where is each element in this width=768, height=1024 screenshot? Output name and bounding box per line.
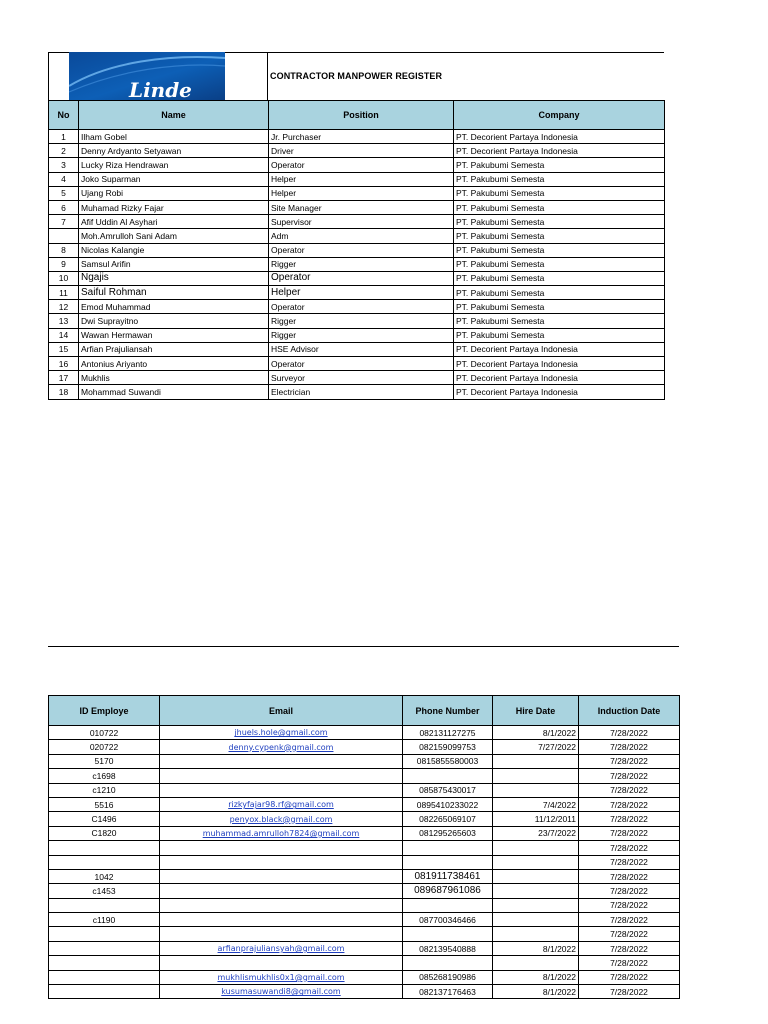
row-position: Operator xyxy=(269,300,454,314)
row-position: Electrician xyxy=(269,385,454,399)
row-position: Supervisor xyxy=(269,215,454,229)
row-phone: 082139540888 xyxy=(403,941,493,955)
row-email-cell xyxy=(160,769,403,783)
row-no: 5 xyxy=(49,186,79,200)
row-hire-date: 7/4/2022 xyxy=(493,797,579,811)
row-phone: 082137176463 xyxy=(403,985,493,999)
email-link[interactable]: denny.cypenk@gmail.com xyxy=(228,742,334,752)
row-email-cell xyxy=(160,869,403,883)
logo-cell xyxy=(48,52,268,100)
row-company: PT. Pakubumi Semesta xyxy=(454,172,665,186)
email-link[interactable]: muhammad.amrulloh7824@gmail.com xyxy=(202,828,360,838)
table-row xyxy=(49,985,680,999)
row-position: Rigger xyxy=(269,314,454,328)
col-header-phone: Phone Number xyxy=(403,696,493,726)
table-row xyxy=(49,144,665,158)
table-row xyxy=(49,941,680,955)
row-name: Muhamad Rizky Fajar xyxy=(79,200,269,214)
col-header-id: ID Employe xyxy=(49,696,160,726)
email-link[interactable]: rizkyfajar98.rf@gmail.com xyxy=(228,800,334,810)
row-no: 6 xyxy=(49,200,79,214)
row-hire-date xyxy=(493,869,579,883)
row-hire-date: 7/27/2022 xyxy=(493,740,579,754)
row-name: Ngajis xyxy=(79,271,269,285)
row-email-cell xyxy=(160,726,403,740)
email-link[interactable]: penyox.black@gmail.com xyxy=(229,814,333,824)
row-no: 12 xyxy=(49,300,79,314)
table-row xyxy=(49,286,665,300)
row-name: Ujang Robi xyxy=(79,186,269,200)
table-row xyxy=(49,855,680,869)
row-company: PT. Pakubumi Semesta xyxy=(454,328,665,342)
table-row xyxy=(49,826,680,840)
table-row xyxy=(49,215,665,229)
row-company: PT. Pakubumi Semesta xyxy=(454,215,665,229)
row-company: PT. Pakubumi Semesta xyxy=(454,243,665,257)
section-divider xyxy=(48,646,679,647)
row-no: 11 xyxy=(49,286,79,300)
row-name: Antonius Ariyanto xyxy=(79,357,269,371)
row-id: c1190 xyxy=(49,913,160,927)
row-email-cell xyxy=(160,783,403,797)
row-email-cell xyxy=(160,985,403,999)
row-no: 7 xyxy=(49,215,79,229)
staff-header-row xyxy=(49,101,665,130)
row-hire-date: 8/1/2022 xyxy=(493,941,579,955)
row-position: Site Manager xyxy=(269,200,454,214)
row-email-cell xyxy=(160,841,403,855)
row-phone: 0815855580003 xyxy=(403,754,493,768)
row-position: Helper xyxy=(269,186,454,200)
email-link[interactable]: mukhlismukhlis0x1@gmail.com xyxy=(217,972,345,982)
register-header xyxy=(48,52,664,100)
row-induction-date: 7/28/2022 xyxy=(579,812,680,826)
col-header-position: Position xyxy=(269,101,454,130)
row-phone: 085875430017 xyxy=(403,783,493,797)
row-induction-date: 7/28/2022 xyxy=(579,769,680,783)
table-row xyxy=(49,357,665,371)
row-name: Mohammad Suwandi xyxy=(79,385,269,399)
row-name: Samsul Arifin xyxy=(79,257,269,271)
row-company: PT. Decorient Partaya Indonesia xyxy=(454,130,665,144)
row-no: 16 xyxy=(49,357,79,371)
table-row xyxy=(49,812,680,826)
row-id: 1042 xyxy=(49,869,160,883)
row-no: 2 xyxy=(49,144,79,158)
row-name: Mukhlis xyxy=(79,371,269,385)
row-name: Emod Muhammad xyxy=(79,300,269,314)
row-hire-date: 8/1/2022 xyxy=(493,970,579,984)
row-position: Surveyor xyxy=(269,371,454,385)
email-link[interactable]: arfianprajuliansyah@gmail.com xyxy=(217,944,345,954)
row-induction-date: 7/28/2022 xyxy=(579,927,680,941)
row-company: PT. Pakubumi Semesta xyxy=(454,286,665,300)
table-row xyxy=(49,371,665,385)
table-row xyxy=(49,769,680,783)
col-header-hire-date: Hire Date xyxy=(493,696,579,726)
row-hire-date xyxy=(493,884,579,898)
row-phone: 081295265603 xyxy=(403,826,493,840)
row-induction-date: 7/28/2022 xyxy=(579,855,680,869)
table-row xyxy=(49,314,665,328)
table-row xyxy=(49,257,665,271)
row-name: Arfian Prajuliansah xyxy=(79,342,269,356)
row-email-cell xyxy=(160,941,403,955)
row-induction-date: 7/28/2022 xyxy=(579,841,680,855)
logo-wordmark: Linde xyxy=(129,78,192,100)
row-email-cell xyxy=(160,970,403,984)
row-email-cell xyxy=(160,826,403,840)
row-id xyxy=(49,985,160,999)
row-phone xyxy=(403,898,493,912)
row-phone: 089687961086 xyxy=(403,884,493,898)
row-email-cell xyxy=(160,797,403,811)
detail-table-body xyxy=(49,726,680,999)
row-phone xyxy=(403,855,493,869)
detail-header-row xyxy=(49,696,680,726)
row-position: Helper xyxy=(269,172,454,186)
row-phone: 082265069107 xyxy=(403,812,493,826)
row-id: 020722 xyxy=(49,740,160,754)
row-induction-date: 7/28/2022 xyxy=(579,970,680,984)
row-phone xyxy=(403,927,493,941)
row-no: 13 xyxy=(49,314,79,328)
linde-logo-graphic xyxy=(69,52,225,100)
table-row xyxy=(49,754,680,768)
table-row xyxy=(49,158,665,172)
row-email-cell xyxy=(160,913,403,927)
table-row xyxy=(49,130,665,144)
row-hire-date: 8/1/2022 xyxy=(493,985,579,999)
row-no: 1 xyxy=(49,130,79,144)
row-id: C1496 xyxy=(49,812,160,826)
row-position: Driver xyxy=(269,144,454,158)
row-position: Helper xyxy=(269,286,454,300)
row-id: 5170 xyxy=(49,754,160,768)
row-no: 8 xyxy=(49,243,79,257)
row-id: 010722 xyxy=(49,726,160,740)
row-position: Operator xyxy=(269,271,454,285)
row-id: c1698 xyxy=(49,769,160,783)
row-phone xyxy=(403,841,493,855)
row-name: Denny Ardyanto Setyawan xyxy=(79,144,269,158)
row-email-cell xyxy=(160,740,403,754)
row-company: PT. Decorient Partaya Indonesia xyxy=(454,342,665,356)
table-row xyxy=(49,385,665,399)
table-row xyxy=(49,243,665,257)
email-link[interactable]: kusumasuwandi8@gmail.com xyxy=(221,987,341,997)
row-hire-date xyxy=(493,927,579,941)
row-no: 14 xyxy=(49,328,79,342)
row-no: 18 xyxy=(49,385,79,399)
table-row xyxy=(49,172,665,186)
row-hire-date xyxy=(493,855,579,869)
row-position: Rigger xyxy=(269,257,454,271)
row-hire-date xyxy=(493,913,579,927)
row-id: 5516 xyxy=(49,797,160,811)
row-id: c1453 xyxy=(49,884,160,898)
row-name: Afif Uddin Al Asyhari xyxy=(79,215,269,229)
row-email-cell xyxy=(160,754,403,768)
table-row xyxy=(49,342,665,356)
staff-table xyxy=(48,100,665,400)
row-induction-date: 7/28/2022 xyxy=(579,797,680,811)
row-position: Jr. Purchaser xyxy=(269,130,454,144)
row-induction-date: 7/28/2022 xyxy=(579,726,680,740)
row-phone xyxy=(403,956,493,970)
table-row xyxy=(49,783,680,797)
row-induction-date: 7/28/2022 xyxy=(579,884,680,898)
row-name: Ilham Gobel xyxy=(79,130,269,144)
row-id: C1820 xyxy=(49,826,160,840)
row-company: PT. Pakubumi Semesta xyxy=(454,229,665,243)
row-company: PT. Pakubumi Semesta xyxy=(454,257,665,271)
row-email-cell xyxy=(160,956,403,970)
row-position: Rigger xyxy=(269,328,454,342)
row-hire-date xyxy=(493,956,579,970)
email-link[interactable]: jhuels.hole@gmail.com xyxy=(234,728,328,738)
detail-table xyxy=(48,695,680,999)
row-name: Wawan Hermawan xyxy=(79,328,269,342)
row-induction-date: 7/28/2022 xyxy=(579,985,680,999)
row-no: 9 xyxy=(49,257,79,271)
staff-table-body xyxy=(49,130,665,400)
row-phone xyxy=(403,769,493,783)
table-row xyxy=(49,797,680,811)
table-row xyxy=(49,913,680,927)
row-company: PT. Decorient Partaya Indonesia xyxy=(454,144,665,158)
row-position: Operator xyxy=(269,357,454,371)
row-hire-date xyxy=(493,841,579,855)
table-row xyxy=(49,740,680,754)
row-id xyxy=(49,855,160,869)
row-name: Saiful Rohman xyxy=(79,286,269,300)
row-company: PT. Pakubumi Semesta xyxy=(454,158,665,172)
row-no: 17 xyxy=(49,371,79,385)
col-header-no: No xyxy=(49,101,79,130)
row-id xyxy=(49,927,160,941)
row-position: HSE Advisor xyxy=(269,342,454,356)
row-company: PT. Pakubumi Semesta xyxy=(454,314,665,328)
row-induction-date: 7/28/2022 xyxy=(579,783,680,797)
row-no xyxy=(49,229,79,243)
row-company: PT. Decorient Partaya Indonesia xyxy=(454,371,665,385)
row-id xyxy=(49,956,160,970)
table-row xyxy=(49,970,680,984)
row-hire-date xyxy=(493,754,579,768)
row-company: PT. Decorient Partaya Indonesia xyxy=(454,357,665,371)
row-phone: 087700346466 xyxy=(403,913,493,927)
col-header-company: Company xyxy=(454,101,665,130)
row-phone: 082131127275 xyxy=(403,726,493,740)
row-name: Moh.Amrulloh Sani Adam xyxy=(79,229,269,243)
table-row xyxy=(49,898,680,912)
row-induction-date: 7/28/2022 xyxy=(579,826,680,840)
row-email-cell xyxy=(160,812,403,826)
register-title: CONTRACTOR MANPOWER REGISTER xyxy=(270,71,443,81)
row-position: Operator xyxy=(269,158,454,172)
row-induction-date: 7/28/2022 xyxy=(579,898,680,912)
row-hire-date: 8/1/2022 xyxy=(493,726,579,740)
row-company: PT. Decorient Partaya Indonesia xyxy=(454,385,665,399)
table-row xyxy=(49,271,665,285)
row-company: PT. Pakubumi Semesta xyxy=(454,271,665,285)
row-phone: 081911738461 xyxy=(403,869,493,883)
row-email-cell xyxy=(160,898,403,912)
row-hire-date xyxy=(493,783,579,797)
row-phone: 085268190986 xyxy=(403,970,493,984)
row-induction-date: 7/28/2022 xyxy=(579,740,680,754)
row-position: Adm xyxy=(269,229,454,243)
row-phone: 0895410233022 xyxy=(403,797,493,811)
row-induction-date: 7/28/2022 xyxy=(579,956,680,970)
row-hire-date xyxy=(493,769,579,783)
row-hire-date xyxy=(493,898,579,912)
row-company: PT. Pakubumi Semesta xyxy=(454,200,665,214)
row-company: PT. Pakubumi Semesta xyxy=(454,300,665,314)
row-induction-date: 7/28/2022 xyxy=(579,913,680,927)
row-company: PT. Pakubumi Semesta xyxy=(454,186,665,200)
table-row xyxy=(49,726,680,740)
linde-logo xyxy=(69,52,225,100)
row-hire-date: 23/7/2022 xyxy=(493,826,579,840)
row-name: Lucky Riza Hendrawan xyxy=(79,158,269,172)
row-hire-date: 11/12/2011 xyxy=(493,812,579,826)
table-row xyxy=(49,229,665,243)
col-header-name: Name xyxy=(79,101,269,130)
row-no: 10 xyxy=(49,271,79,285)
table-row xyxy=(49,841,680,855)
row-email-cell xyxy=(160,927,403,941)
col-header-email: Email xyxy=(160,696,403,726)
table-row xyxy=(49,869,680,883)
table-row xyxy=(49,927,680,941)
table-row xyxy=(49,328,665,342)
row-id xyxy=(49,841,160,855)
table-row xyxy=(49,300,665,314)
row-induction-date: 7/28/2022 xyxy=(579,754,680,768)
row-email-cell xyxy=(160,855,403,869)
row-no: 15 xyxy=(49,342,79,356)
row-name: Dwi Suprayitno xyxy=(79,314,269,328)
row-email-cell xyxy=(160,884,403,898)
col-header-induction-date: Induction Date xyxy=(579,696,680,726)
table-row xyxy=(49,186,665,200)
row-no: 4 xyxy=(49,172,79,186)
row-name: Nicolas Kalangie xyxy=(79,243,269,257)
row-name: Joko Suparman xyxy=(79,172,269,186)
row-no: 3 xyxy=(49,158,79,172)
table-row xyxy=(49,884,680,898)
row-induction-date: 7/28/2022 xyxy=(579,941,680,955)
table-row xyxy=(49,200,665,214)
row-position: Operator xyxy=(269,243,454,257)
row-phone: 082159099753 xyxy=(403,740,493,754)
row-id: c1210 xyxy=(49,783,160,797)
row-induction-date: 7/28/2022 xyxy=(579,869,680,883)
table-row xyxy=(49,956,680,970)
row-id xyxy=(49,941,160,955)
row-id xyxy=(49,970,160,984)
row-id xyxy=(49,898,160,912)
